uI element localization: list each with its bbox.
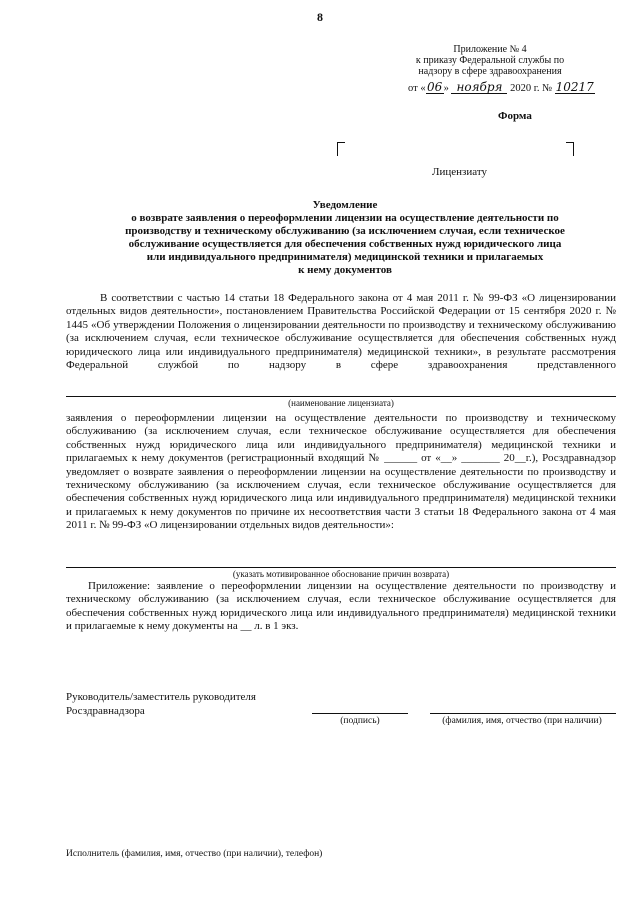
annex-line-1: Приложение № 4 xyxy=(453,44,527,55)
order-year: 2020 г. № xyxy=(510,83,553,94)
order-date-line xyxy=(408,81,595,94)
address-bracket-right xyxy=(566,142,574,156)
address-bracket-left xyxy=(337,142,345,156)
form-label: Форма xyxy=(498,110,532,122)
caption-licensee-name: (наименование лицензиата) xyxy=(288,398,394,408)
order-number-handwritten: 10217 xyxy=(555,80,594,94)
notice-title xyxy=(80,199,610,277)
executor-line: Исполнитель (фамилия, имя, отчество (при наличии), телефон) xyxy=(66,849,323,859)
annex-header xyxy=(380,44,600,77)
signature-line xyxy=(312,713,408,714)
title-line-3: производству и техническому обслуживанию (за исключением случая, если техническое xyxy=(125,225,565,237)
paragraph-legal-basis: В соответствии с частью 14 статьи 18 Федерального закона от 4 мая 2011 г. № 99-ФЗ «О лицензировании отдельных видов деятельности», постановлением Правительства Российской Федерации от 15 сентября 2020 г. № 1445 «Об утверждении Положения о лицензировании деятельности по производству и техническому обслуживанию (за исключением случая, если техническое обслуживание осуществляется для обеспечения собственных нужд юридического лица или индивидуального предпринимателя) медицинской техники», в результате рассмотрения Федеральной службой по надзору в сфере здравоохранения представленного xyxy=(66,292,616,372)
caption-full-name: (фамилия, имя, отчество (при наличии) xyxy=(442,716,602,726)
title-line-4: обслуживание осуществляется для обеспечения собственных нужд юридического лица xyxy=(128,238,562,250)
title-line-6: к нему документов xyxy=(298,264,392,276)
order-day-handwritten: 06 xyxy=(426,80,443,94)
name-line xyxy=(430,713,616,714)
signatory-line-2: Росздравнадзора xyxy=(66,705,145,717)
page-number: 8 xyxy=(317,10,323,24)
order-prefix: от « xyxy=(408,83,426,94)
title-line-2: о возврате заявления о переоформлении лицензии на осуществление деятельности по xyxy=(131,212,559,224)
signatory-title xyxy=(66,690,256,718)
signatory-line-1: Руководитель/заместитель руководителя xyxy=(66,691,256,703)
reason-line xyxy=(66,567,616,568)
caption-signature: (подпись) xyxy=(340,716,380,726)
licensee-name-line xyxy=(66,396,616,397)
annex-line-2: к приказу Федеральной службы по xyxy=(415,55,565,66)
order-mid: » xyxy=(443,83,449,94)
licensee-label: Лицензиату xyxy=(432,166,487,178)
title-line-1: Уведомление xyxy=(312,199,378,211)
paragraph-notice-body: заявления о переоформлении лицензии на осуществление деятельности по производству и техническому обслуживанию (за исключением случая, если техническое обслуживание осуществляется для обеспечения собственных нужд юридического лица или индивидуального предпринимателя) медицинской техники и прилагаемых к нему документов (регистрационный входящий № ______ от «__» _______ 20__г.), Росздравнадзор уведомляет о возврате заявления о переоформлении лицензии на осуществление деятельности по производству и техническому обслуживанию (за исключением случая, если техническое обслуживание осуществляется для обеспечения собственных нужд юридического лица или индивидуального предпринимателя) медицинской техники и прилагаемых к нему документов по причине их несоответствия части 3 статьи 18 Федерального закона от 4 мая 2011 г. № 99-ФЗ «О лицензировании отдельных видов деятельности»: xyxy=(66,412,616,532)
order-month-handwritten: ноября xyxy=(451,81,507,94)
paragraph-attachment: Приложение: заявление о переоформлении лицензии на осуществление деятельности по производству и техническому обслуживанию (за исключением случая, если техническое обслуживание осуществляется для обеспечения собственных нужд юридического лица или индивидуального предпринимателя) медицинской техники и прилагаемые к нему документы на __ л. в 1 экз. xyxy=(66,580,616,633)
title-line-5: или индивидуального предпринимателя) медицинской техники и прилагаемых xyxy=(146,251,544,263)
annex-line-3: надзору в сфере здравоохранения xyxy=(418,66,562,77)
caption-reason: (указать мотивированное обоснование причин возврата) xyxy=(232,569,450,579)
